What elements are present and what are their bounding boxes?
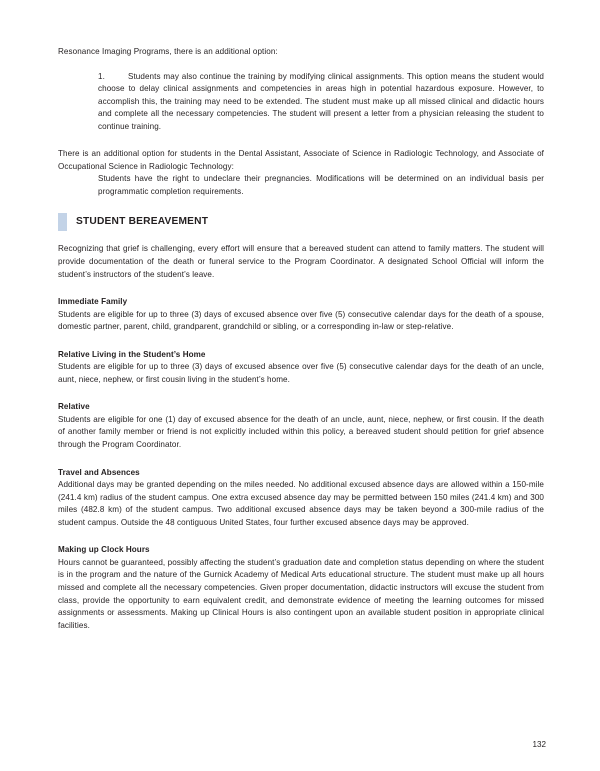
- spacer: [58, 529, 544, 544]
- subsection-title: Travel and Absences: [58, 467, 140, 477]
- subsection-making-up-clock-hours: [58, 544, 544, 632]
- additional-option-intro-paragraph: There is an additional option for students in the Dental Assistant, Associate of Science in Radiologic Technology, and Associate of Occupational Science in Radiologic Technology:: [58, 149, 544, 171]
- numbered-option-text: Students may also continue the training by modifying clinical assignments. This option means the student would choose to delay clinical assignments and competencies in areas high in potential hazardous exposure. However, to accomplish this, the training may need to be extended. The student must make up all missed clinical and didactic hours and complete all the necessary competencies. The student will present a letter from a physician releasing the student to continue training.: [98, 71, 544, 131]
- subsection-title: Relative: [58, 402, 90, 412]
- subsection-title: Relative Living in the Student’s Home: [58, 349, 206, 359]
- intro-continuation-paragraph: Resonance Imaging Programs, there is an additional option:: [58, 47, 278, 56]
- page-number: 132: [532, 740, 546, 749]
- numbered-option-paragraph: [98, 71, 544, 134]
- subsection-body: Additional days may be granted depending on the miles needed. No additional excused absence days are allowed within a 150-mile (241.4 km) radius of the student campus. One extra excused absence day may be permitted between 150 miles (241.4 km) and 300 miles (482.8 km) of the student campus. Two additional excused absence days may be taken beyond a 300-mile radius of the student campus. Outside the 48 contiguous United States, four further excused absence days may be approved.: [58, 480, 544, 527]
- spacer: [58, 198, 544, 213]
- additional-option-paragraph: Students have the right to undeclare their pregnancies. Modifications will be determined on an individual basis per programmatic completion requirements.: [98, 174, 544, 196]
- subsection-relative-living-in-students-home: [58, 349, 544, 387]
- subsection-title: Immediate Family: [58, 297, 128, 307]
- spacer: [58, 452, 544, 467]
- section-heading-text: STUDENT BEREAVEMENT: [76, 216, 209, 228]
- heading-accent-bar: [58, 213, 67, 231]
- spacer: [58, 133, 544, 148]
- subsection-title: Making up Clock Hours: [58, 545, 150, 555]
- spacer: [58, 59, 544, 71]
- subsection-body: Students are eligible for up to three (3) days of excused absence over five (5) consecutive calendar days for the death of a spouse, domestic partner, parent, child, grandparent, grandchild or sibling, or a corresponding in-law or step-relative.: [58, 309, 544, 332]
- section-intro-paragraph: Recognizing that grief is challenging, every effort will ensure that a bereaved student can attend to family matters. The student will provide documentation of the death or funeral service to the Program Coordinator. A designated School Official will inform the student’s instructors of the student’s leave.: [58, 244, 544, 279]
- additional-option-indent-block: [98, 173, 544, 198]
- subsection-immediate-family: [58, 296, 544, 334]
- numbered-option-block: [98, 71, 544, 134]
- spacer: [58, 386, 544, 401]
- spacer: [58, 334, 544, 349]
- page-content: [58, 46, 544, 632]
- section-heading-student-bereavement: [58, 213, 544, 231]
- subsection-body: Students are eligible for one (1) day of excused absence for the death of an uncle, aunt, niece, nephew, or first cousin. If the death of another family member or friend is not explicitly included within this policy, a bereaved student should petition for grief absence through the Program Coordinator.: [58, 414, 544, 450]
- subsection-body: Students are eligible for up to three (3) days of excused absence over five (5) consecutive calendar days for the death of an uncle, aunt, niece, nephew, or first cousin living in the student’s home.: [58, 362, 544, 384]
- subsection-body: Hours cannot be guaranteed, possibly affecting the student’s graduation date and completion status depending on where the student is in the program and the nature of the Gurnick Academy of Medical Arts educational structure. The student must make up all hours missed and complete all the necessary competencies. Given proper documentation, didactic instructors will excuse the student from class, provide the opportunity to earn equivalent credit, and demonstrate evidence of meeting the learning outcomes for missed assignments or assessments. Making up Clinical Hours is also contingent upon an available student position in appropriate clinical facilities.: [58, 557, 544, 630]
- subsection-travel-and-absences: [58, 467, 544, 530]
- list-marker: 1.: [98, 71, 105, 81]
- spacer: [58, 231, 544, 243]
- subsection-relative: [58, 401, 544, 451]
- spacer: [58, 281, 544, 296]
